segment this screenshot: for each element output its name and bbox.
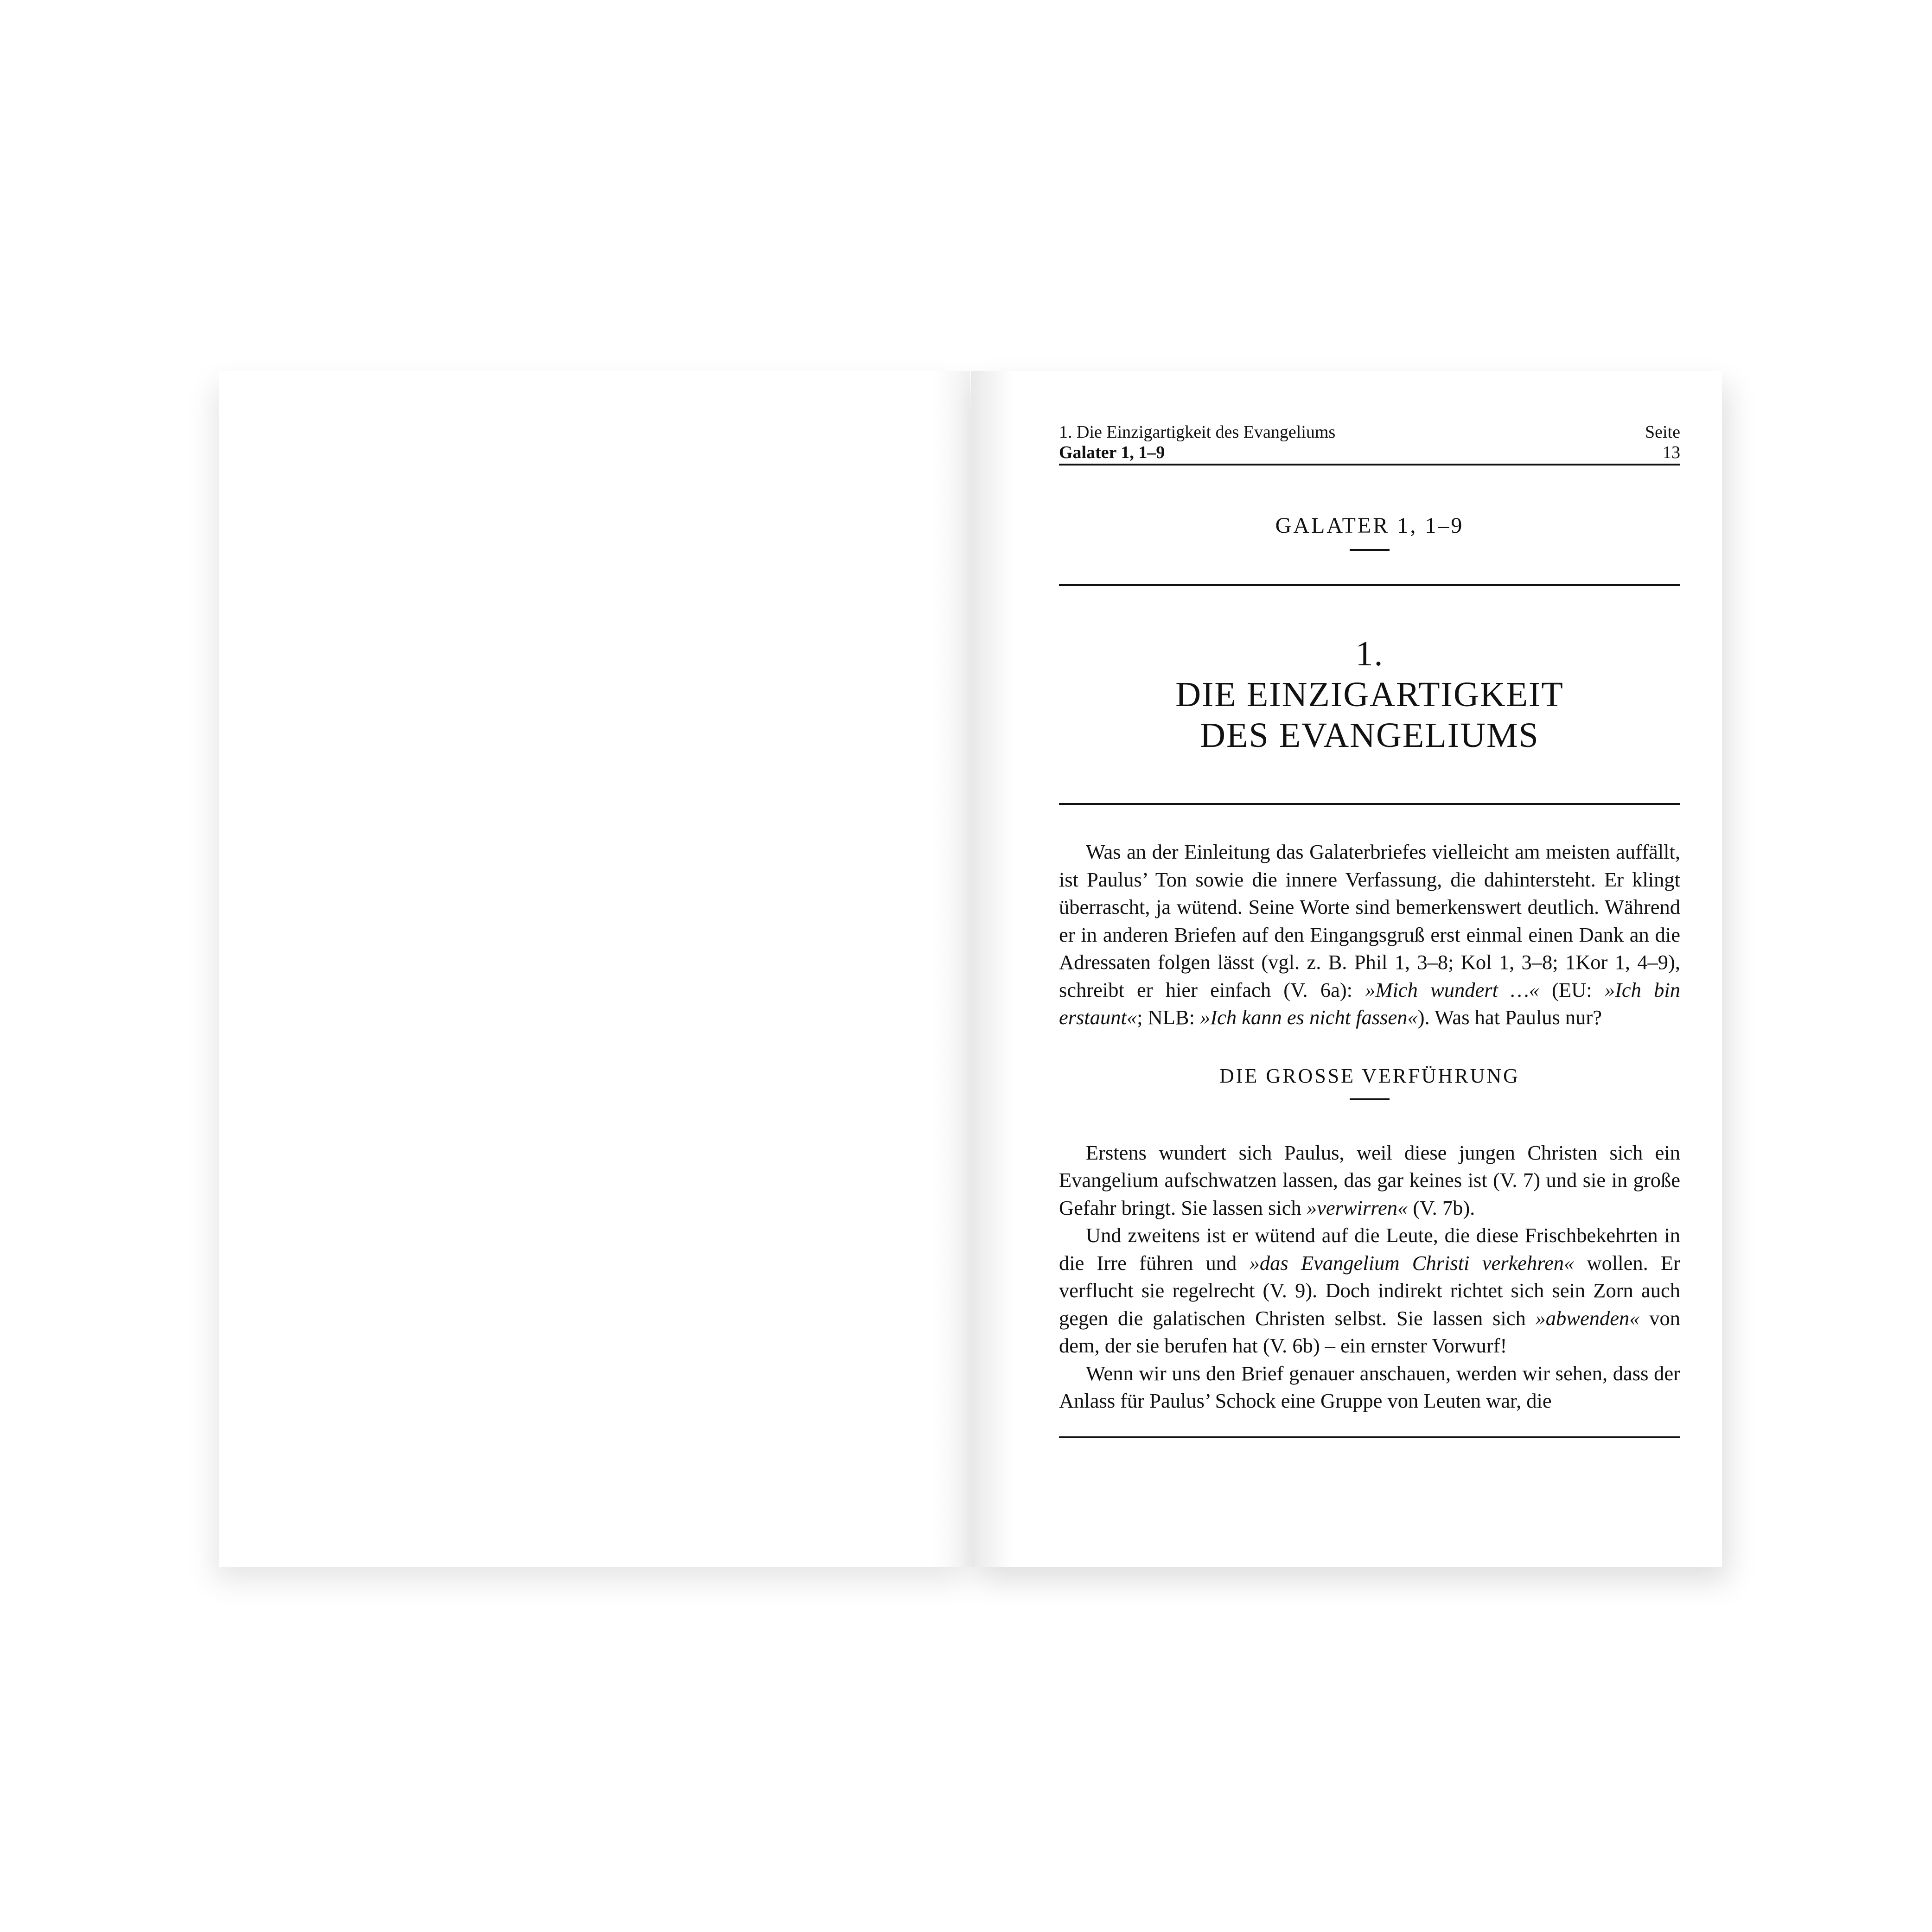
section-kicker-text: GALATER 1, 1–9 (1275, 513, 1464, 538)
text-run: ; NLB: (1137, 1006, 1200, 1029)
text-run: (V. 7b). (1408, 1196, 1475, 1219)
quote-italic: »Ich kann es nicht fassen« (1200, 1006, 1418, 1029)
chapter-title-line-1: DIE EINZIGARTIGKEIT (1175, 675, 1564, 714)
text-run: Was an der Einleitung das Galaterbriefes vielleicht am meisten auffällt, ist Paulus’ Ton sowie die innere Verfassung, die dahintersteht. Er klingt überrascht, ja wütend. Seine Worte sind bemerkenswert deutlich. Während er in anderen Briefen auf den Eingangsgruß erst einmal einen Dank an die Adressaten folgen lässt (vgl. z. B. Phil 1, 3–8; Kol 1, 3–8; 1Kor 1, 4–9), schreibt er hier einfach (V. 6a): (1059, 840, 1680, 1001)
subheading (1059, 1064, 1680, 1100)
title-rule (1059, 803, 1680, 805)
text-run: wollen. Er verflucht sie regelrecht (V. 9). Doch indirekt richtet sich sein Zorn auch gegen die galatischen Christen selbst. Sie lassen sich (1059, 1251, 1681, 1330)
intro-paragraph (1059, 838, 1680, 1032)
quote-italic: »verwirren« (1306, 1196, 1408, 1219)
footer-rule (1059, 1436, 1680, 1438)
text-run: (EU: (1539, 978, 1605, 1001)
header-rule (1059, 464, 1680, 465)
text-run: Erstens wundert sich Paulus, weil diese jungen Christen sich ein Evangelium aufschwatzen lassen, das gar keines ist (V. 7) und sie in große Gefahr bringt. Sie lassen sich (1059, 1141, 1680, 1219)
running-head-passage: Galater 1, 1–9 (1059, 443, 1165, 462)
running-head-right (1645, 422, 1680, 463)
kicker-short-rule (1350, 549, 1390, 551)
quote-italic: »Mich wundert …« (1365, 978, 1539, 1001)
chapter-title-line-2: DES EVANGELIUMS (1200, 716, 1539, 755)
paragraph (1059, 1139, 1680, 1222)
running-head (1059, 422, 1680, 464)
subheading-text: DIE GROSSE VERFÜHRUNG (1219, 1064, 1520, 1087)
text-run: Und zweitens ist er wütend auf die Leute, die diese Frischbekehrten in die Irre führen und (1059, 1224, 1680, 1275)
kicker-rule (1059, 584, 1680, 586)
paragraph (1059, 1222, 1680, 1360)
chapter-number: 1. (1355, 634, 1384, 673)
subheading-short-rule (1350, 1098, 1390, 1100)
left-page-blank (219, 371, 970, 1567)
text-run: ). Was hat Paulus nur? (1417, 1006, 1602, 1029)
running-head-chapter: 1. Die Einzigartigkeit des Evangeliums (1059, 422, 1336, 442)
text-run: von dem, der sie berufen hat (V. 6b) – ein ernster Vorwurf! (1059, 1306, 1680, 1357)
page-label: Seite (1645, 422, 1680, 442)
quote-italic: »Ich bin erstaunt« (1059, 978, 1680, 1029)
section-kicker (1059, 513, 1680, 551)
quote-italic: »abwenden« (1535, 1306, 1640, 1330)
running-head-left (1059, 422, 1335, 463)
main-text (1059, 1139, 1680, 1415)
right-page (971, 371, 1722, 1567)
quote-italic: »das Evangelium Christi verkehren« (1249, 1251, 1575, 1275)
paragraph (1059, 1360, 1680, 1415)
page-content (1059, 422, 1680, 1438)
text-run: Wenn wir uns den Brief genauer anschauen, werden wir sehen, dass der Anlass für Paulus’ Schock eine Gruppe von Leuten war, die (1059, 1361, 1680, 1412)
chapter-title (1059, 633, 1680, 756)
page-number: 13 (1663, 443, 1680, 462)
intro-text (1059, 838, 1680, 1032)
